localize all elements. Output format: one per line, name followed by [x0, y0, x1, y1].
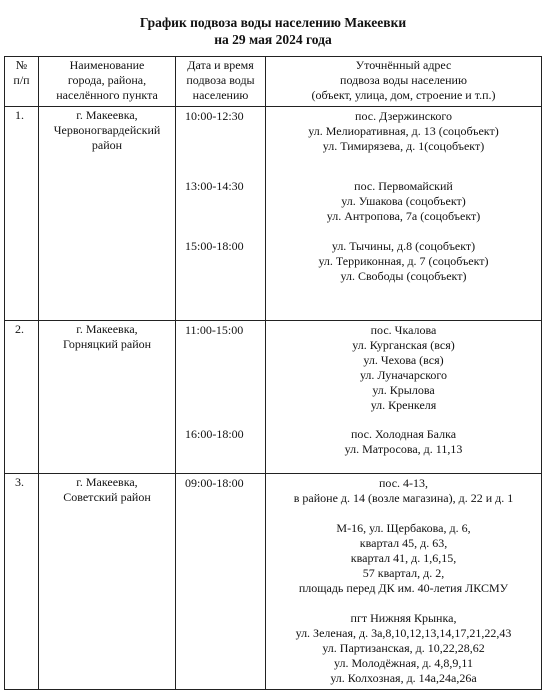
title-line-2: на 29 мая 2024 года [214, 32, 332, 47]
district-name: г. Макеевка, Червоногвардейский район [39, 107, 176, 321]
time-slot: 11:00-15:00 [185, 323, 244, 337]
address-line: ул. Колхозная, д. 14а,24а,26а [330, 671, 477, 685]
address-line: пос. Чкалова [370, 323, 437, 337]
address-line: ул. Курганская (вся) [352, 338, 455, 352]
address-line: ул. Луначарского [359, 368, 448, 382]
header-address: Уточнённый адрес подвоза воды населению (объект, улица, дом, строение и т.п.) [266, 57, 542, 107]
header-time: Дата и время подвоза воды населению [176, 57, 266, 107]
address-line: ул. Свободы (соцобъект) [340, 269, 467, 283]
address-line: ул. Тычины, д.8 (соцобъект) [331, 239, 476, 253]
time-cell [176, 107, 266, 321]
address-line: М-16, ул. Щербакова, д. 6, [336, 521, 471, 535]
title-line-1: График подвоза воды населению Макеевки [139, 15, 407, 30]
table-row [5, 474, 542, 690]
address-line: ул. Зеленая, д. 3а,8,10,12,13,14,17,21,22,43 [295, 626, 512, 640]
address-line: ул. Чехова (вся) [363, 353, 444, 367]
time-slot: 09:00-18:00 [185, 476, 244, 490]
address-line: квартал 45, д. 63, [359, 536, 448, 550]
address-cell [266, 474, 542, 690]
address-line: ул. Матросова, д. 11,13 [344, 442, 463, 456]
time-cell [176, 321, 266, 474]
address-line: ул. Терриконная, д. 7 (соцобъект) [318, 254, 489, 268]
address-line: пгт Нижняя Крынка, [350, 611, 457, 625]
address-line: ул. Кренкеля [370, 398, 437, 412]
address-line: пос. Первомайский [354, 179, 453, 193]
address-line: площадь перед ДК им. 40-летия ЛКСМУ [298, 581, 509, 595]
address-cell [266, 321, 542, 474]
row-number: 1. [5, 107, 39, 321]
table-row [5, 321, 542, 474]
address-line: 57 квартал, д. 2, [362, 566, 445, 580]
address-cell [266, 107, 542, 321]
address-line: пос. 4-13, [378, 476, 429, 490]
address-line: ул. Крылова [372, 383, 435, 397]
address-line: в районе д. 14 (возле магазина), д. 22 и д. 1 [293, 491, 514, 505]
time-cell [176, 474, 266, 690]
time-slot: 10:00-12:30 [185, 109, 244, 123]
address-line: ул. Ушакова (соцобъект) [341, 194, 466, 208]
header-name: Наименование города, района, населённого пункта [39, 57, 176, 107]
row-number: 2. [5, 321, 39, 474]
row-number: 3. [5, 474, 39, 690]
header-num: № п/п [5, 57, 39, 107]
address-line: пос. Дзержинского [355, 109, 452, 123]
table-header-row [5, 57, 542, 107]
address-line: пос. Холодная Балка [350, 427, 457, 441]
address-line: ул. Антропова, 7а (соцобъект) [326, 209, 481, 223]
address-line: ул. Тимирязева, д. 1(соцобъект) [322, 139, 485, 153]
address-line: ул. Молодёжная, д. 4,8,9,11 [334, 656, 473, 670]
address-line: ул. Партизанская, д. 10,22,28,62 [322, 641, 485, 655]
time-slot: 16:00-18:00 [185, 427, 244, 441]
document-title [0, 14, 546, 48]
address-line: квартал 41, д. 1,6,15, [350, 551, 457, 565]
water-schedule-table [4, 56, 542, 690]
time-slot: 15:00-18:00 [185, 239, 244, 253]
time-slot: 13:00-14:30 [185, 179, 244, 193]
district-name: г. Макеевка, Советский район [39, 474, 176, 690]
address-line: ул. Мелиоративная, д. 13 (соцобъект) [308, 124, 499, 138]
district-name: г. Макеевка, Горняцкий район [39, 321, 176, 474]
table-row [5, 107, 542, 321]
